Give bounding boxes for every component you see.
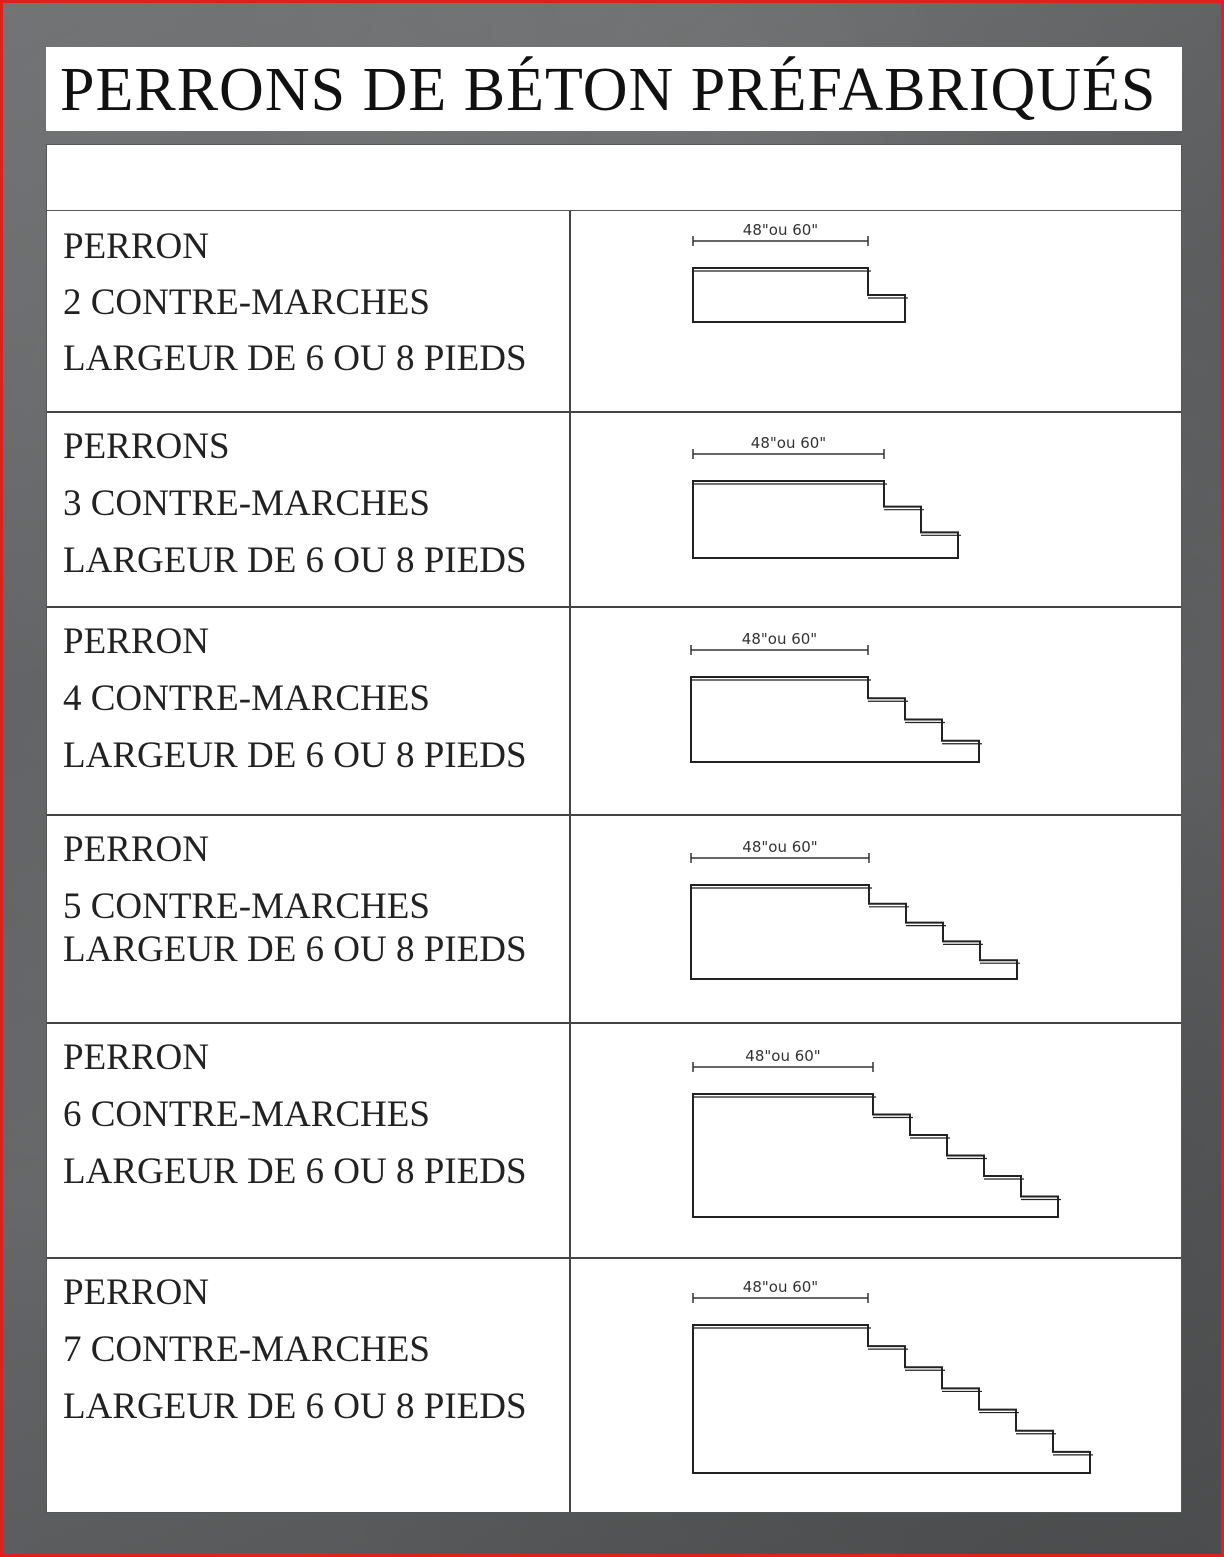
row-description	[47, 1259, 571, 1512]
dimension-label: 48"ou 60"	[742, 838, 818, 856]
table-row	[47, 413, 1181, 608]
table-row	[47, 1024, 1181, 1259]
row-risers: 6 CONTRE-MARCHES	[63, 1094, 430, 1135]
stair-outline	[691, 677, 979, 762]
row-description	[47, 608, 571, 814]
row-type: PERRON	[63, 1037, 209, 1078]
stair-outline	[693, 1094, 1058, 1217]
step-diagram	[571, 1259, 1181, 1512]
row-risers: 2 CONTRE-MARCHES	[63, 282, 430, 323]
row-type: PERRON	[63, 1272, 209, 1313]
step-profile-drawing	[571, 413, 1183, 608]
row-description	[47, 413, 571, 606]
table-row	[47, 608, 1181, 816]
table-header-row	[47, 145, 1181, 211]
step-profile-drawing	[571, 1024, 1183, 1259]
step-profile-drawing	[571, 608, 1183, 816]
row-risers: 5 CONTRE-MARCHES	[63, 886, 430, 927]
step-profile-drawing	[571, 211, 1183, 411]
step-profile-drawing	[571, 1259, 1183, 1512]
dimension-label: 48"ou 60"	[741, 630, 818, 648]
row-risers: 4 CONTRE-MARCHES	[63, 678, 430, 719]
row-width: LARGEUR DE 6 OU 8 PIEDS	[63, 1386, 527, 1427]
row-width: LARGEUR DE 6 OU 8 PIEDS	[63, 735, 527, 776]
title-banner	[46, 47, 1182, 131]
row-type: PERRON	[63, 829, 209, 870]
table-row	[47, 816, 1181, 1024]
row-description	[47, 1024, 571, 1257]
dimension-label: 48"ou 60"	[742, 221, 819, 239]
dimension-label: 48"ou 60"	[750, 434, 827, 452]
row-type: PERRON	[63, 226, 209, 267]
table-row	[47, 211, 1181, 413]
stair-outline	[691, 885, 1017, 979]
stair-outline	[693, 268, 905, 322]
row-width: LARGEUR DE 6 OU 8 PIEDS	[63, 338, 527, 379]
row-description	[47, 211, 571, 411]
row-width: LARGEUR DE 6 OU 8 PIEDS	[63, 1151, 527, 1192]
page-title: PERRONS DE BÉTON PRÉFABRIQUÉS	[60, 56, 1157, 124]
row-risers: 3 CONTRE-MARCHES	[63, 483, 430, 524]
row-description	[47, 816, 571, 1022]
step-diagram	[571, 413, 1181, 606]
row-width: LARGEUR DE 6 OU 8 PIEDS	[63, 540, 527, 581]
row-width: LARGEUR DE 6 OU 8 PIEDS	[63, 929, 527, 970]
dimension-label: 48"ou 60"	[745, 1047, 821, 1065]
row-type: PERRONS	[63, 426, 230, 467]
row-risers: 7 CONTRE-MARCHES	[63, 1329, 430, 1370]
step-diagram	[571, 816, 1181, 1022]
steps-table	[46, 144, 1182, 1513]
dimension-label: 48"ou 60"	[742, 1278, 819, 1296]
step-profile-drawing	[571, 816, 1183, 1024]
stair-outline	[693, 1325, 1090, 1473]
step-diagram	[571, 211, 1181, 411]
stair-outline	[693, 481, 958, 558]
step-diagram	[571, 1024, 1181, 1257]
table-row	[47, 1259, 1181, 1512]
step-diagram	[571, 608, 1181, 814]
row-type: PERRON	[63, 621, 209, 662]
